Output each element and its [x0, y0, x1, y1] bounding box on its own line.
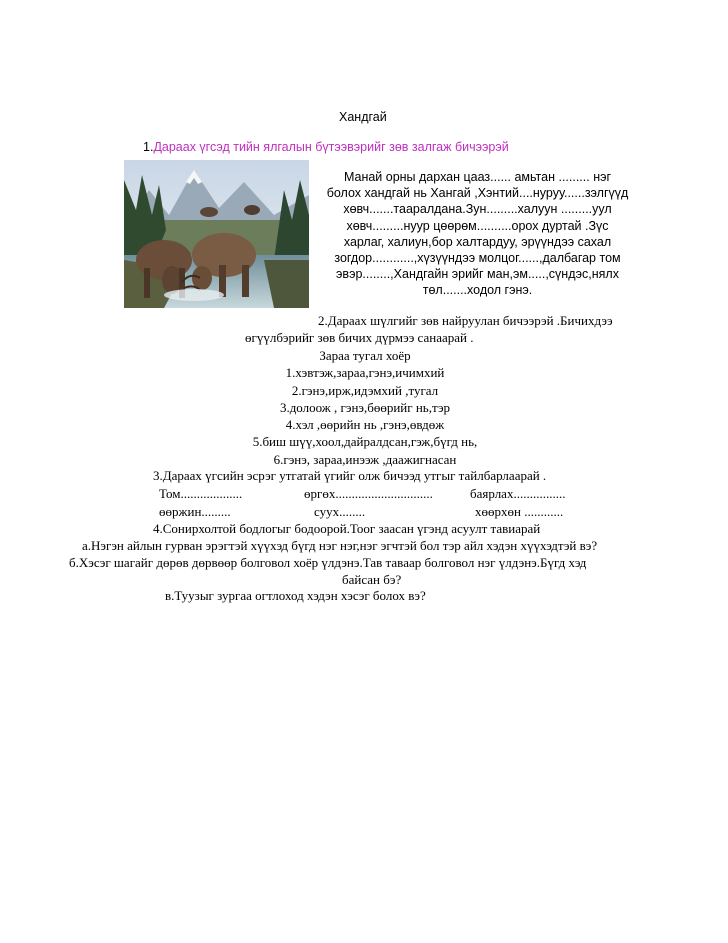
task2-line-1: 2.Дараах шүлгийг зөв найруулан бичээрэй .Бичихдээ — [318, 313, 613, 328]
poem-item: 5.биш шүү,хоол,дайралдсан,гэж,бүгд нь, — [252, 434, 478, 450]
poem-item: 4.хэл ,өөрийн нь ,гэнэ,өвдөж — [285, 417, 445, 433]
elk-photo — [124, 160, 309, 308]
task3-word: өргөх.............................. — [304, 486, 433, 501]
passage-line: хөвч.........нуур цөөрөм..........орох дуртай .Зүс — [346, 218, 609, 233]
task2-poem — [150, 347, 580, 468]
passage-line: болох хандгай нь Хангай ,Хэнтий....нуруу......зэлгүүд — [326, 186, 629, 201]
task4-item-c: в.Туузыг зургаа огтлоход хэдэн хэсэг болох вэ? — [165, 588, 426, 603]
page-title: Хандгай — [339, 110, 387, 124]
poem-item: 6.гэнэ, зараа,инээж ,даажигнасан — [273, 451, 457, 467]
task1-heading-text: Дараах үгсэд тийн ялгалын бүтээвэрийг зөв залгаж бичээрэй — [153, 140, 509, 154]
task3-word: өөржин......... — [159, 504, 231, 519]
poem-item: 1.хэвтэж,зараа,гэнэ,ичимхий — [285, 365, 445, 381]
passage-line: төл.......ходол гэнэ. — [422, 283, 533, 298]
task2-line-2: өгүүлбэрийг зөв бичих дүрмээ санаарай . — [245, 330, 474, 345]
passage-line: хөвч.......тааралдана.Зун.........халуун .........уул — [343, 202, 612, 217]
task3-word: хөөрхөн ............ — [475, 504, 564, 519]
task3-heading: 3.Дараах үгсийн эсрэг утгатай үгийг олж бичээд утгыг тайлбарлаарай . — [153, 468, 547, 483]
passage-line: Манай орны дархан цааз...... амьтан ......... нэг — [343, 170, 612, 184]
task4-item-b: б.Хэсэг шагайг дөрөв дөрвөөр болговол хоёр үлдэнэ.Тав тавaар болговол нэг үлдэнэ.Бүгд хэд — [69, 555, 587, 570]
task4-heading: 4.Сонирхолтой бодлогыг бодоорой.Тоог заасан үгэнд асуулт тавиарай — [153, 521, 541, 536]
passage-line: зогдор............,хүзүүндээ молцог......,далбагар том — [334, 251, 621, 266]
task1-passage — [290, 169, 665, 299]
poem-title: Зараа тугал хоёр — [319, 348, 411, 363]
task1-heading — [143, 140, 509, 154]
task4-item-a: а.Нэгэн айлын гурван эрэгтэй хүүхэд бүгд нэг нэг,нэг эгчтэй бол тэр айл хэдэн хүүхэдтэй вэ? — [82, 538, 598, 553]
poem-item: 2.гэнэ,ирж,идэмхий ,тугал — [291, 382, 439, 398]
task1-number: 1. — [143, 140, 154, 154]
passage-line: эвэр........,Хандгайн эрийг ман,эм.....,сүндэс,нялх — [336, 267, 619, 282]
task4-item-b-cont: байсан бэ? — [342, 572, 402, 587]
task3-word: Том................... — [159, 486, 243, 501]
task3-word: баярлах................ — [470, 486, 566, 501]
task3-word: суух........ — [314, 504, 366, 519]
passage-line: харлаг, халиун,бор халтардуу, эрүүндээ сахал — [343, 234, 612, 249]
poem-item: 3.долоож , гэнэ,бөөрийг нь,тэр — [279, 399, 451, 415]
